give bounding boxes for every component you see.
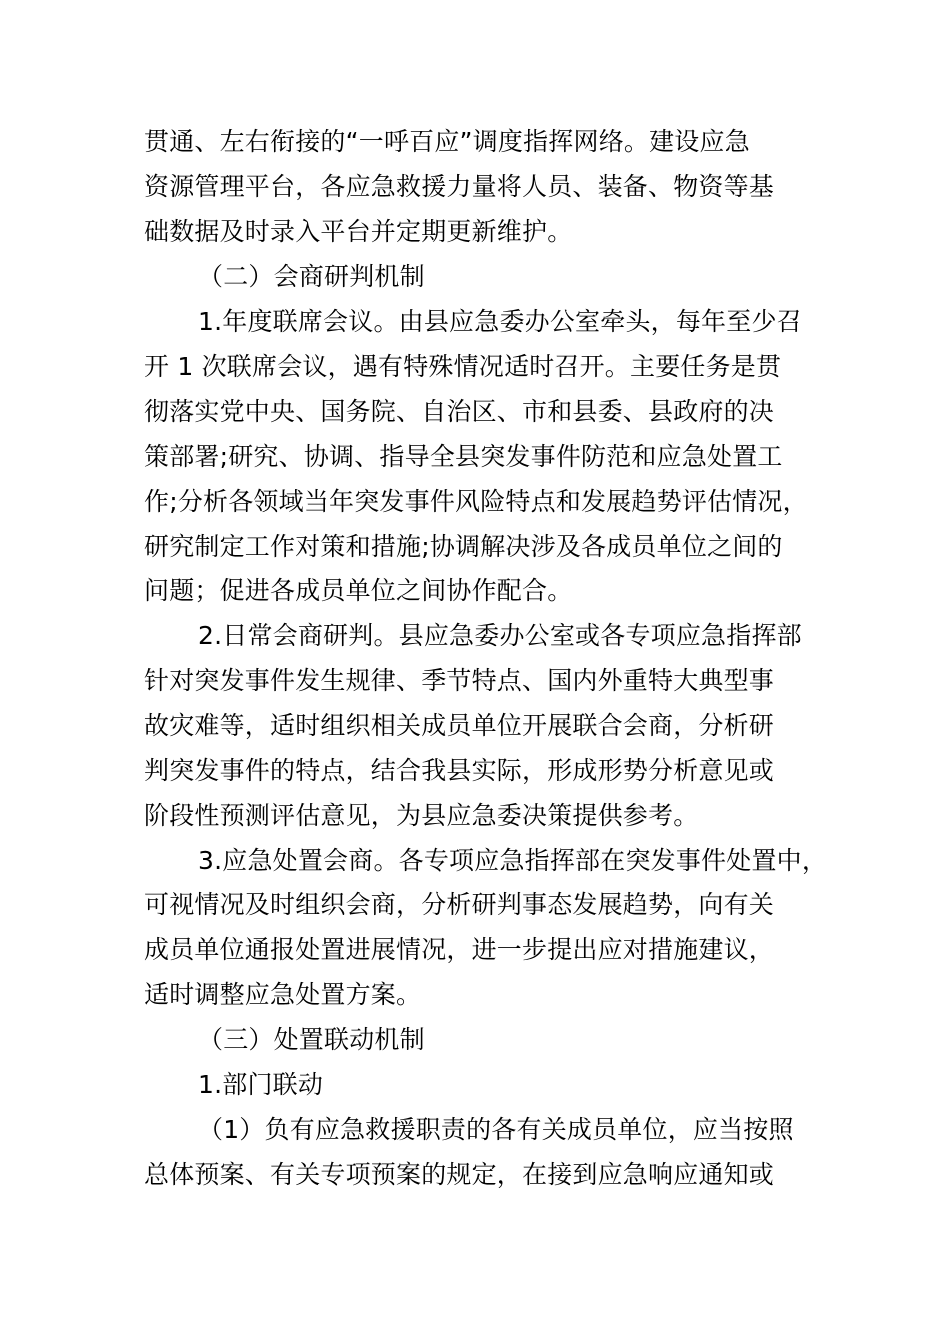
paragraph-line: 贯通、左右衔接的“一呼百应”调度指挥网络。建设应急 (144, 127, 750, 156)
paragraph-line: 资源管理平台，各应急救援力量将人员、装备、物资等基 (144, 172, 775, 201)
paragraph-line: 故灾难等，适时组织相关成员单位开展联合会商，分析研 (144, 711, 775, 740)
paragraph-line: 策部署;研究、协调、指导全县突发事件防范和应急处置工 (144, 442, 783, 471)
paragraph-line: 彻落实党中央、国务院、自治区、市和县委、县政府的决 (144, 397, 775, 426)
subsection-heading: 1.部门联动 (198, 1070, 324, 1099)
paragraph-line: 针对突发事件发生规律、季节特点、国内外重特大典型事 (144, 666, 775, 695)
paragraph-line: 总体预案、有关专项预案的规定，在接到应急响应通知或 (144, 1160, 775, 1189)
paragraph-line: 2.日常会商研判。县应急委办公室或各专项应急指挥部 (198, 621, 802, 650)
paragraph-line: 成员单位通报处置进展情况，进一步提出应对措施建议， (144, 935, 775, 964)
paragraph-line: 3.应急处置会商。各专项应急指挥部在突发事件处置中， (198, 846, 828, 875)
paragraph-line: 适时调整应急处置方案。 (144, 980, 422, 1009)
paragraph-line: 判突发事件的特点，结合我县实际，形成形势分析意见或 (144, 756, 775, 785)
paragraph-line: 作;分析各领域当年突发事件风险特点和发展趋势评估情况， (144, 487, 808, 516)
paragraph-line: 研究制定工作对策和措施;协调解决涉及各成员单位之间的 (144, 532, 783, 561)
paragraph-line: 可视情况及时组织会商，分析研判事态发展趋势，向有关 (144, 890, 775, 919)
paragraph-line: 1.年度联席会议。由县应急委办公室牵头，每年至少召 (198, 307, 802, 336)
paragraph-line: 问题；促进各成员单位之间协作配合。 (144, 576, 573, 605)
paragraph-line: 础数据及时录入平台并定期更新维护。 (144, 217, 573, 246)
section-heading: （三）处置联动机制 (198, 1025, 425, 1054)
paragraph-line: 阶段性预测评估意见，为县应急委决策提供参考。 (144, 801, 699, 830)
section-heading: （二）会商研判机制 (198, 262, 425, 291)
paragraph-line: 开 1 次联席会议，遇有特殊情况适时召开。主要任务是贯 (144, 352, 782, 381)
paragraph-line: （1）负有应急救援职责的各有关成员单位，应当按照 (198, 1115, 794, 1144)
